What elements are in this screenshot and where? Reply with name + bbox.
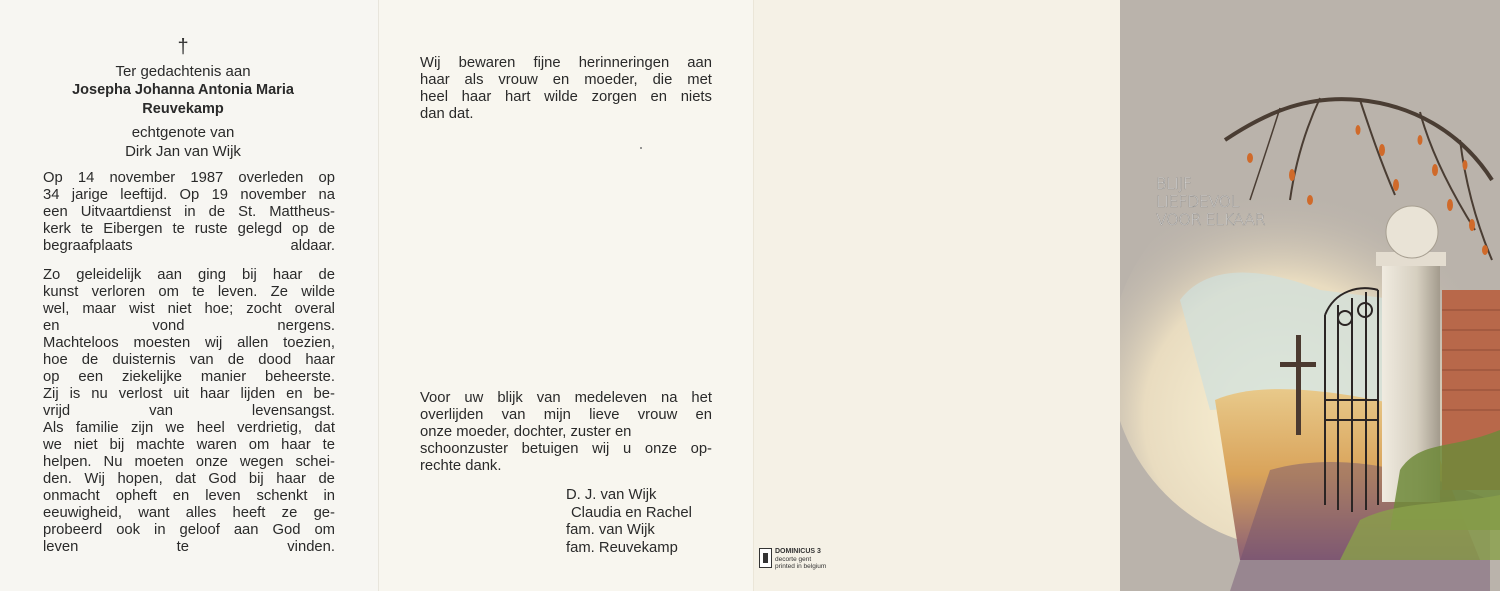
text-line: 34 jarige leeftijd. Op 19 november na	[43, 187, 335, 203]
text-line: leven te vinden.	[43, 539, 335, 555]
signer-name: fam. Reuvekamp	[566, 539, 678, 556]
deceased-name-line2: Reuvekamp	[142, 101, 224, 117]
grave-cross-icon	[1296, 335, 1301, 435]
reflection-paragraph	[43, 267, 335, 556]
text-line: onmacht opheft en leven schenkt in	[43, 488, 335, 504]
memorial-heading	[0, 62, 366, 161]
text-line: kerk te Eibergen te ruste gelegd op de	[43, 221, 335, 237]
cover-title	[1156, 175, 1265, 229]
text-line: Op 14 november 1987 overleden op	[43, 170, 335, 186]
cover-illustration	[1120, 0, 1500, 591]
text-line: en vond nergens.	[43, 318, 335, 334]
cover-title-line1: BLIJF	[1156, 174, 1192, 193]
signers-list	[566, 487, 692, 557]
text-line: begraafplaats aldaar.	[43, 238, 335, 254]
text-line: eeuwigheid, want alles heeft ze ge-	[43, 505, 335, 521]
text-line: we niet bij machte waren om haar te	[43, 437, 335, 453]
text-line: Machteloos moesten wij allen toezien,	[43, 335, 335, 351]
text-line: haar als vrouw en moeder, die met	[420, 72, 712, 88]
text-line: op een ziekelijke manier beheerste.	[43, 369, 335, 385]
printer-line3: printed in belgium	[775, 563, 827, 570]
text-line: vrijd van levensangst.	[43, 403, 335, 419]
signer-name: D. J. van Wijk	[566, 487, 657, 503]
text-line: Voor uw blijk van medeleven na het	[420, 390, 712, 406]
text-line: rechte dank.	[420, 458, 502, 474]
spouse-name: Dirk Jan van Wijk	[125, 143, 241, 160]
pillar-ball	[1386, 206, 1438, 258]
cover-title-line2: LIEFDEVOL	[1156, 192, 1240, 211]
printer-line2: decorte gent	[775, 555, 812, 563]
panel-cover	[1120, 0, 1500, 591]
intro-text: Ter gedachtenis aan	[115, 63, 251, 80]
thanks-paragraph	[420, 390, 712, 475]
text-line: helpen. Nu moeten onze wegen schei-	[43, 454, 335, 470]
text-line: kunst verloren om te leven. Ze wilde	[43, 284, 335, 300]
text-line: een Uitvaartdienst in de St. Mattheus-	[43, 204, 335, 220]
signer-name: fam. van Wijk	[566, 522, 655, 538]
text-line: schoonzuster betuigen wij u onze op-	[420, 441, 712, 457]
text-line: Als familie zijn we heel verdrietig, dat	[43, 420, 335, 436]
panel-inner	[378, 0, 754, 591]
panel-back	[753, 0, 1121, 591]
text-line: probeerd ook in geloof aan God om	[43, 522, 335, 538]
text-line: Wij bewaren fijne herinneringen aan	[420, 55, 712, 71]
spouse-label: echtgenote van	[131, 124, 235, 141]
text-line: overlijden van mijn lieve vrouw en	[420, 407, 712, 423]
print-dot	[640, 147, 642, 149]
memory-paragraph	[420, 55, 712, 123]
printer-name: DOMINICUS 3	[775, 548, 821, 555]
cover-title-line3: VOOR ELKAAR	[1156, 210, 1266, 229]
text-line: onze moeder, dochter, zuster en	[420, 424, 632, 440]
text-line: dan dat.	[420, 106, 474, 122]
printer-mark	[759, 548, 826, 571]
panel-left	[0, 0, 378, 591]
text-line: Zo geleidelijk aan ging bij haar de	[43, 267, 335, 283]
cross-icon: †	[177, 36, 189, 58]
text-line: wel, maar wist niet hoe; zocht overal	[43, 301, 335, 317]
death-notice-paragraph	[43, 170, 335, 255]
text-line: Zij is nu verlost uit haar lijden en be-	[43, 386, 335, 402]
printer-logo-icon	[759, 548, 772, 568]
text-line: heel haar hart wilde zorgen en niets	[420, 89, 712, 105]
text-line: den. Wij hopen, dat God bij haar de	[43, 471, 335, 487]
text-line: hoe de duisternis van de dood haar	[43, 352, 335, 368]
signer-name: Claudia en Rachel	[571, 504, 692, 521]
deceased-name-line1: Josepha Johanna Antonia Maria	[72, 82, 294, 98]
